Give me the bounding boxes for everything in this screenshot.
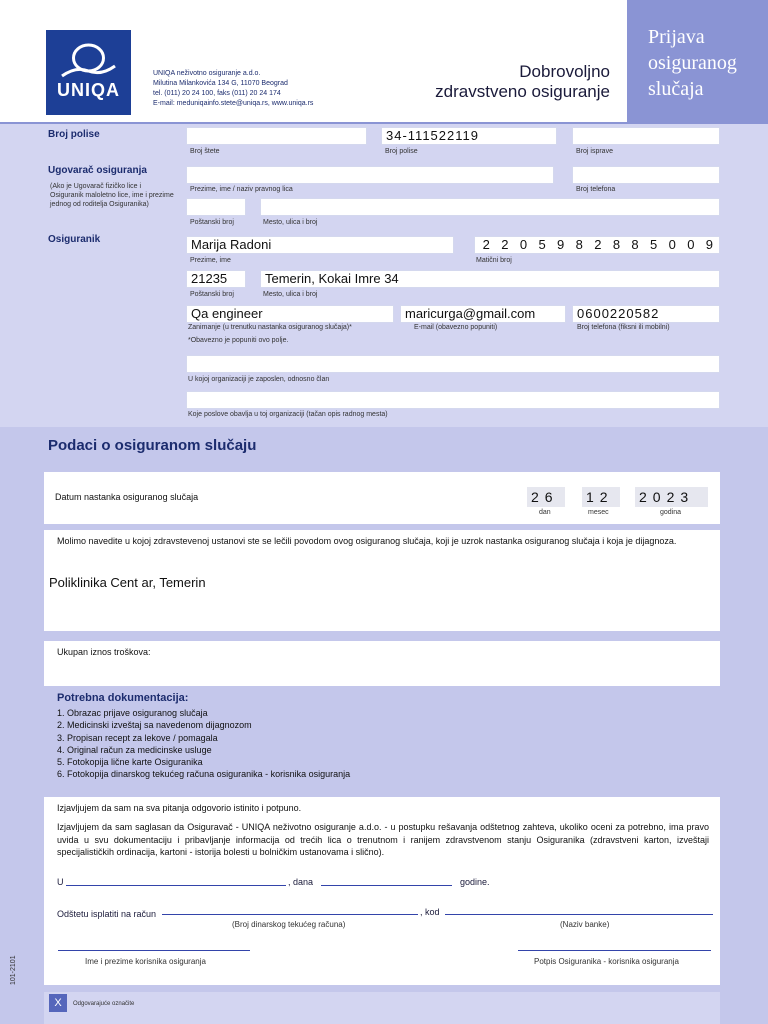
document-number-label: Broj isprave	[576, 148, 613, 155]
form-code: 101-2101	[10, 955, 17, 985]
insured-employer-label: U kojoj organizaciji je zaposlen, odnosno član	[188, 376, 330, 383]
contractor-name-label: Prezime, ime / naziv pravnog lica	[190, 186, 293, 193]
contractor-section-label: Ugovarač osiguranja	[48, 165, 147, 176]
declaration-line-2: Izjavljujem da sam saglasan da Osiguravač - UNIQA neživotno osiguranje a.d.o. - u postupku rešavanja odštetnog zahteva, ukoliko oceni za potrebno, ima pravo uvida u svu dokumentaciju i pribavljanje informacija od trećih lica o trenutnom i ranijem zdravstvenom stanju Osiguranika (zdravstveni karton, izveštaji specijalističkih ordinacija, kartoni - istorija bolesti u bolničkim ustanovama i slično).	[57, 822, 709, 857]
jmbg-digit: 0	[668, 237, 676, 252]
insured-jmbg-digits	[477, 237, 719, 252]
company-name: UNIQA neživotno osiguranje a.d.o.	[153, 70, 261, 77]
name-caption: Ime i prezime korisnika osiguranja	[85, 957, 206, 966]
documentation-item: 3. Propisan recept za lekove / pomagala	[57, 732, 218, 743]
document-number-field[interactable]	[572, 127, 720, 145]
month-field[interactable]: 12	[582, 487, 620, 507]
institution-value: Poliklinika Cent ar, Temerin	[49, 575, 206, 590]
policy-section-label: Broj polise	[48, 129, 100, 140]
insured-email-field[interactable]: maricurga@gmail.com	[400, 305, 566, 323]
footer-panel	[44, 992, 720, 1024]
documentation-item: 1. Obrazac prijave osiguranog slučaja	[57, 708, 208, 718]
jmbg-digit: 8	[631, 237, 639, 252]
uniqa-logo	[46, 30, 131, 115]
contractor-postal-label: Poštanski broj	[190, 219, 234, 226]
policy-number-label: Broj polise	[385, 148, 418, 155]
name-input-line[interactable]	[58, 950, 250, 951]
date-input-line[interactable]	[321, 885, 452, 886]
required-note: *Obavezno je popuniti ovo polje.	[188, 337, 289, 344]
place-prefix: U	[57, 877, 64, 887]
contractor-note: (Ako je Ugovarač fizičko lice i Osiguranik maloletno lice, ime i prezime jednog od roditelja Osiguranika)	[50, 183, 174, 208]
jmbg-digit: 5	[650, 237, 658, 252]
contractor-phone-field[interactable]	[572, 166, 720, 184]
insured-address-field[interactable]: Temerin, Kokai Imre 34	[260, 270, 720, 288]
year-label: godina	[660, 509, 682, 516]
company-address: Milutina Milankovića 134 G, 11070 Beograd	[153, 80, 288, 87]
jmbg-digit: 5	[538, 237, 546, 252]
contractor-address-label: Mesto, ulica i broj	[263, 219, 318, 226]
subtitle-line-1: Dobrovoljno	[519, 62, 610, 81]
documentation-list	[57, 707, 350, 781]
account-input-line[interactable]	[162, 914, 418, 915]
claim-number-label: Broj štete	[190, 148, 220, 155]
insured-email-label: E-mail (obavezno popuniti)	[414, 324, 498, 331]
uniqa-logo-mark	[46, 30, 131, 115]
insured-postal-field[interactable]: 21235	[186, 270, 246, 288]
insured-phone-label: Broj telefona (fiksni ili mobilni)	[577, 324, 670, 331]
signature-input-line[interactable]	[518, 950, 711, 951]
company-phone: tel. (011) 20 24 100, faks (011) 20 24 174	[153, 90, 281, 97]
jmbg-digit: 2	[501, 237, 509, 252]
insured-occupation-field[interactable]: Qa engineer	[186, 305, 394, 323]
event-section-title: Podaci o osiguranom slučaju	[48, 437, 257, 454]
contractor-address-field[interactable]	[260, 198, 720, 216]
documentation-item: 5. Fotokopija lične karte Osiguranika	[57, 757, 203, 768]
declaration-line-1: Izjavljujem da sam na sva pitanja odgovorio istinito i potpuno.	[57, 803, 302, 813]
date-label: Datum nastanka osiguranog slučaja	[55, 492, 199, 502]
bank-caption: (Naziv banke)	[560, 920, 610, 929]
documentation-title: Potrebna dokumentacija:	[57, 692, 189, 704]
jmbg-digit: 0	[687, 237, 695, 252]
insured-postal-label: Poštanski broj	[190, 291, 234, 298]
signature-caption: Potpis Osiguranika - korisnika osiguranja	[534, 957, 679, 966]
documentation-item: 6. Fotokopija dinarskog tekućeg računa osiguranika - korisnika osiguranja	[57, 769, 351, 780]
contractor-phone-label: Broj telefona	[576, 186, 616, 193]
jmbg-digit: 2	[594, 237, 602, 252]
insured-occupation-label: Zanimanje (u trenutku nastanka osiguranog slučaja)*	[188, 324, 352, 331]
total-cost-label: Ukupan iznos troškova:	[57, 647, 151, 657]
insured-jmbg-label: Matični broj	[476, 257, 512, 264]
year-suffix: godine.	[460, 877, 490, 887]
documentation-item: 2. Medicinski izveštaj sa navedenom dijagnozom	[57, 720, 252, 731]
title-line-2: osiguranog	[648, 52, 737, 74]
bank-prefix: , kod	[420, 907, 440, 917]
date-prefix: , dana	[288, 877, 314, 887]
form-title	[648, 24, 737, 102]
company-email: E-mail: meduniqainfo.stete@uniqa.rs, www.uniqa.rs	[153, 100, 314, 107]
logo-text: UNIQA	[57, 80, 120, 100]
contractor-postal-field[interactable]	[186, 198, 246, 216]
insured-job-label: Koje poslove obavlja u toj organizaciji (tačan opis radnog mesta)	[188, 411, 388, 418]
payout-label: Odštetu isplatiti na račun	[57, 909, 157, 919]
subtitle-line-2: zdravstveno osiguranje	[435, 82, 610, 101]
insured-phone-field[interactable]: 0600220582	[572, 305, 720, 323]
bank-input-line[interactable]	[445, 914, 713, 915]
insured-section-label: Osiguranik	[48, 234, 101, 245]
insured-name-label: Prezime, ime	[190, 257, 231, 264]
day-label: dan	[539, 509, 551, 516]
place-input-line[interactable]	[66, 885, 286, 886]
contractor-name-field[interactable]	[186, 166, 554, 184]
claim-number-field[interactable]	[186, 127, 367, 145]
policy-number-field[interactable]: 34-111522119	[381, 127, 557, 145]
documentation-item: 4. Original račun za medicinske usluge	[57, 744, 212, 755]
jmbg-digit: 0	[519, 237, 528, 252]
institution-question: Molimo navedite u kojoj zdravstevenoj ustanovi ste se lečili povodom ovog osiguranog slučaja, koji je uzrok nastanka osiguranog slučaja i koja je dijagnoza.	[57, 536, 677, 546]
jmbg-digit: 2	[482, 237, 490, 252]
title-line-3: slučaja	[648, 78, 704, 100]
day-field[interactable]: 26	[527, 487, 565, 507]
form-subtitle	[380, 62, 610, 102]
jmbg-digit: 9	[705, 237, 714, 252]
jmbg-digit: 9	[557, 237, 565, 252]
insured-address-label: Mesto, ulica i broj	[263, 291, 318, 298]
account-caption: (Broj dinarskog tekućeg računa)	[232, 920, 346, 929]
year-field[interactable]: 2023	[635, 487, 708, 507]
jmbg-digit: 8	[612, 237, 621, 252]
insured-employer-field[interactable]	[186, 355, 720, 373]
insured-job-field[interactable]	[186, 391, 720, 409]
company-info	[153, 69, 313, 109]
jmbg-digit: 8	[575, 237, 583, 252]
mark-box[interactable]: X	[49, 994, 67, 1012]
insured-name-field[interactable]: Marija Radoni	[186, 236, 454, 254]
top-rule	[0, 122, 768, 124]
mark-label: Odgovarajuće označite	[73, 1001, 135, 1007]
month-label: mesec	[588, 509, 609, 516]
title-line-1: Prijava	[648, 26, 705, 48]
insured-jmbg-field[interactable]	[474, 236, 720, 254]
